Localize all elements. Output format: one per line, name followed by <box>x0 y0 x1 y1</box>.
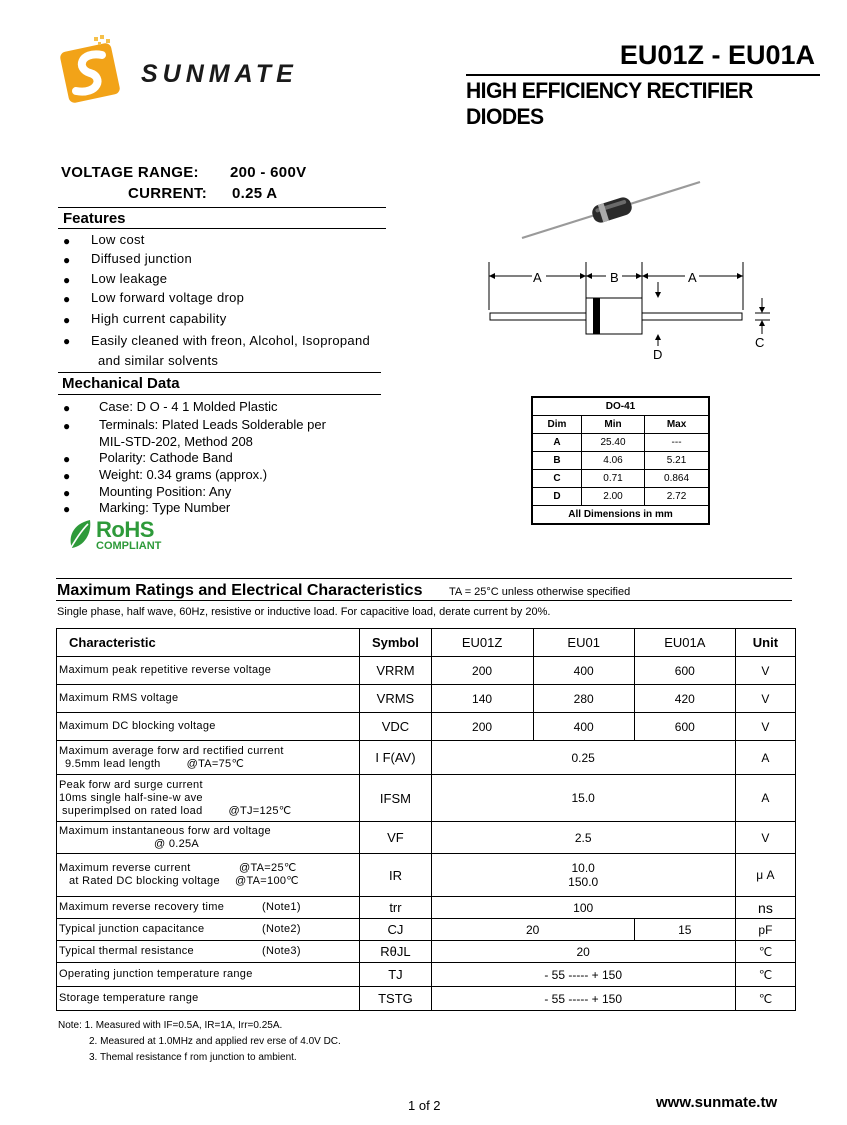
characteristic-line: 9.5mm lead length <box>65 757 161 770</box>
mechanical-item: Mounting Position: Any <box>99 484 232 499</box>
unit-cell: ℃ <box>735 941 795 963</box>
condition-text: @TJ=125℃ <box>228 804 292 817</box>
note-reference: (Note3) <box>262 945 301 957</box>
characteristic-cell <box>57 897 360 919</box>
mechanical-bottom-rule <box>58 394 381 395</box>
note-reference: (Note2) <box>262 923 301 935</box>
value-cell: 420 <box>634 685 735 713</box>
column-header: Unit <box>735 629 795 657</box>
value-cell: 15.0 <box>431 775 735 822</box>
feature-item: Diffused junction <box>91 251 192 266</box>
table-row <box>57 941 796 963</box>
rohs-text: RoHS <box>96 517 154 542</box>
dim-cell: 2.00 <box>581 488 644 506</box>
table-row <box>57 822 796 854</box>
table-row <box>57 713 796 741</box>
dim-cell: 0.864 <box>645 470 709 488</box>
table-row <box>57 657 796 685</box>
characteristic-line: Typical thermal resistance <box>59 945 194 957</box>
voltage-range-value: 200 - 600V <box>230 164 307 181</box>
characteristic-line: superimplsed on rated load <box>62 804 203 817</box>
mechanical-heading: Mechanical Data <box>62 375 180 392</box>
value-cell: 400 <box>533 657 634 685</box>
note-reference: (Note1) <box>262 901 301 913</box>
characteristic-cell: Maximum peak repetitive reverse voltage <box>57 657 360 685</box>
value-cell: 2.5 <box>431 822 735 854</box>
characteristic-cell: Operating junction temperature range <box>57 963 360 987</box>
unit-cell: pF <box>735 919 795 941</box>
bullet-icon: ● <box>63 253 71 267</box>
table-header-row <box>57 629 796 657</box>
characteristic-cell <box>57 919 360 941</box>
symbol-cell: CJ <box>360 919 431 941</box>
characteristic-cell: Maximum DC blocking voltage <box>57 713 360 741</box>
table-row <box>57 741 796 775</box>
dim-label-d: D <box>653 347 663 362</box>
unit-cell: V <box>735 822 795 854</box>
feature-item: Low leakage <box>91 271 168 286</box>
unit-cell: V <box>735 657 795 685</box>
value-cell: 20 <box>431 919 634 941</box>
ratings-title: Maximum Ratings and Electrical Characteristics <box>57 582 423 599</box>
value-cell: 200 <box>431 657 533 685</box>
feature-item: Low forward voltage drop <box>91 290 245 305</box>
table-row <box>57 897 796 919</box>
table-row <box>57 685 796 713</box>
value-cell: 140 <box>431 685 533 713</box>
feature-item: Low cost <box>91 232 145 247</box>
unit-cell: μ A <box>735 854 795 897</box>
characteristic-line: Typical junction capacitance <box>59 923 205 935</box>
column-header: Characteristic <box>57 629 360 657</box>
characteristic-line: Maximum reverse current <box>59 862 191 874</box>
unit-cell: ℃ <box>735 987 795 1011</box>
column-header: EU01A <box>634 629 735 657</box>
symbol-cell: IR <box>360 854 431 897</box>
mechanical-item: Marking: Type Number <box>99 500 231 515</box>
dim-label-a-left: A <box>533 270 542 285</box>
feature-item-continued: and similar solvents <box>98 353 219 368</box>
mechanical-item: MIL-STD-202, Method 208 <box>99 434 253 449</box>
symbol-cell: VF <box>360 822 431 854</box>
symbol-cell: IFSM <box>360 775 431 822</box>
characteristic-cell <box>57 941 360 963</box>
mechanical-item: Polarity: Cathode Band <box>99 450 233 465</box>
value-cell: 600 <box>634 657 735 685</box>
value-cell <box>431 854 735 897</box>
characteristic-cell: Maximum RMS voltage <box>57 685 360 713</box>
characteristic-line: Maximum instantaneous forw ard voltage <box>59 824 271 837</box>
table-row <box>57 963 796 987</box>
value-cell: 0.25 <box>431 741 735 775</box>
note-1: Note: 1. Measured with IF=0.5A, IR=1A, Irr=0.25A. <box>58 1020 283 1031</box>
characteristic-line: Maximum reverse recovery time <box>59 901 225 913</box>
dim-cell: 4.06 <box>581 452 644 470</box>
table-row <box>57 854 796 897</box>
ratings-top-rule <box>56 578 792 579</box>
value-cell: 280 <box>533 685 634 713</box>
dim-cell: 2.72 <box>645 488 709 506</box>
bullet-icon: ● <box>63 313 71 327</box>
part-number-title: EU01Z - EU01A <box>619 40 815 70</box>
table-row <box>532 452 709 470</box>
value-cell: 100 <box>431 897 735 919</box>
bullet-icon: ● <box>63 292 71 306</box>
condition-text: @TA=75℃ <box>186 757 245 770</box>
dim-header: Min <box>581 416 644 434</box>
characteristic-line: Maximum average forw ard rectified current <box>59 744 284 757</box>
bullet-icon: ● <box>63 334 71 348</box>
symbol-cell: VDC <box>360 713 431 741</box>
dim-cell: 25.40 <box>581 434 644 452</box>
mechanical-item: Terminals: Plated Leads Solderable per <box>99 417 326 432</box>
symbol-cell: VRRM <box>360 657 431 685</box>
header-rule <box>466 74 820 76</box>
symbol-cell: I F(AV) <box>360 741 431 775</box>
dim-cell: C <box>532 470 581 488</box>
symbol-cell: TSTG <box>360 987 431 1011</box>
brand-name: SUNMATE <box>141 60 298 88</box>
unit-cell: ℃ <box>735 963 795 987</box>
value-line: 150.0 <box>568 875 599 889</box>
column-header: EU01 <box>533 629 634 657</box>
sunmate-logo-icon <box>50 33 130 113</box>
table-row <box>532 470 709 488</box>
unit-cell: A <box>735 741 795 775</box>
features-top-rule <box>58 207 386 208</box>
ratings-table <box>56 628 796 1011</box>
table-row <box>532 488 709 506</box>
characteristic-cell <box>57 741 360 775</box>
value-cell: 400 <box>533 713 634 741</box>
value-cell: - 55 ----- + 150 <box>431 963 735 987</box>
characteristic-cell <box>57 822 360 854</box>
ratings-condition: TA = 25°C unless otherwise specified <box>449 586 631 598</box>
bullet-icon: ● <box>63 502 71 516</box>
value-cell: 20 <box>431 941 735 963</box>
feature-item: Easily cleaned with freon, Alcohol, Isopropand <box>91 333 371 348</box>
bullet-icon: ● <box>63 486 71 500</box>
value-cell: 200 <box>431 713 533 741</box>
column-header: EU01Z <box>431 629 533 657</box>
page-number: 1 of 2 <box>408 1098 441 1113</box>
characteristic-cell: Storage temperature range <box>57 987 360 1011</box>
features-heading: Features <box>63 210 126 227</box>
dim-cell: B <box>532 452 581 470</box>
feature-item: High current capability <box>91 311 227 326</box>
unit-cell: A <box>735 775 795 822</box>
dimensions-table-title: DO-41 <box>532 397 709 416</box>
unit-cell: V <box>735 685 795 713</box>
dim-header: Max <box>645 416 709 434</box>
characteristic-line: 10ms single half-sine-w ave <box>59 791 203 804</box>
symbol-cell: VRMS <box>360 685 431 713</box>
mechanical-top-rule <box>58 372 381 373</box>
symbol-cell: RθJL <box>360 941 431 963</box>
bullet-icon: ● <box>63 469 71 483</box>
table-row <box>57 919 796 941</box>
dim-cell: 0.71 <box>581 470 644 488</box>
leaf-icon <box>66 518 94 554</box>
mechanical-item: Weight: 0.34 grams (approx.) <box>99 467 268 482</box>
dim-cell: --- <box>645 434 709 452</box>
dimensions-table <box>531 396 710 525</box>
unit-cell: V <box>735 713 795 741</box>
symbol-cell: TJ <box>360 963 431 987</box>
rohs-compliant-text: COMPLIANT <box>96 540 162 552</box>
dim-label-c: C <box>755 335 765 350</box>
dim-header: Dim <box>532 416 581 434</box>
bullet-icon: ● <box>63 452 71 466</box>
dim-cell: 5.21 <box>645 452 709 470</box>
website-link[interactable]: www.sunmate.tw <box>656 1094 778 1111</box>
value-line: 10.0 <box>571 861 595 875</box>
condition-text: @TA=100℃ <box>235 875 299 887</box>
condition-text: @ 0.25A <box>154 837 200 850</box>
ratings-bottom-rule <box>56 600 792 601</box>
dim-label-a-right: A <box>688 270 697 285</box>
condition-text: @TA=25℃ <box>239 862 297 874</box>
value-cell: - 55 ----- + 150 <box>431 987 735 1011</box>
bullet-icon: ● <box>63 401 71 415</box>
characteristic-cell <box>57 775 360 822</box>
bullet-icon: ● <box>63 419 71 433</box>
table-row <box>57 987 796 1011</box>
bullet-icon: ● <box>63 273 71 287</box>
document-subtitle: HIGH EFFICIENCY RECTIFIER DIODES <box>466 78 753 129</box>
value-cell: 15 <box>634 919 735 941</box>
dim-label-b: B <box>610 270 619 285</box>
characteristic-cell <box>57 854 360 897</box>
dimensions-table-footer: All Dimensions in mm <box>532 506 709 525</box>
column-header: Symbol <box>360 629 431 657</box>
voltage-range-label: VOLTAGE RANGE: <box>61 164 199 181</box>
mechanical-item: Case: D O - 4 1 Molded Plastic <box>99 399 278 414</box>
dim-cell: D <box>532 488 581 506</box>
characteristic-line: Peak forw ard surge current <box>59 778 203 791</box>
current-value: 0.25 A <box>232 185 278 202</box>
table-row <box>57 775 796 822</box>
dimension-drawing <box>480 258 780 363</box>
diode-photo-image <box>520 180 705 242</box>
value-cell: 600 <box>634 713 735 741</box>
unit-cell: ns <box>735 897 795 919</box>
bullet-icon: ● <box>63 234 71 248</box>
load-conditions-note: Single phase, half wave, 60Hz, resistive or inductive load. For capacitive load, derate current by 20%. <box>57 606 551 618</box>
dim-cell: A <box>532 434 581 452</box>
table-row <box>532 434 709 452</box>
current-label: CURRENT: <box>128 185 208 202</box>
features-bottom-rule <box>58 228 386 229</box>
symbol-cell: trr <box>360 897 431 919</box>
note-3: 3. Themal resistance f rom junction to ambient. <box>89 1052 297 1063</box>
note-2: 2. Measured at 1.0MHz and applied rev erse of 4.0V DC. <box>89 1036 341 1047</box>
characteristic-line: at Rated DC blocking voltage <box>69 875 220 887</box>
